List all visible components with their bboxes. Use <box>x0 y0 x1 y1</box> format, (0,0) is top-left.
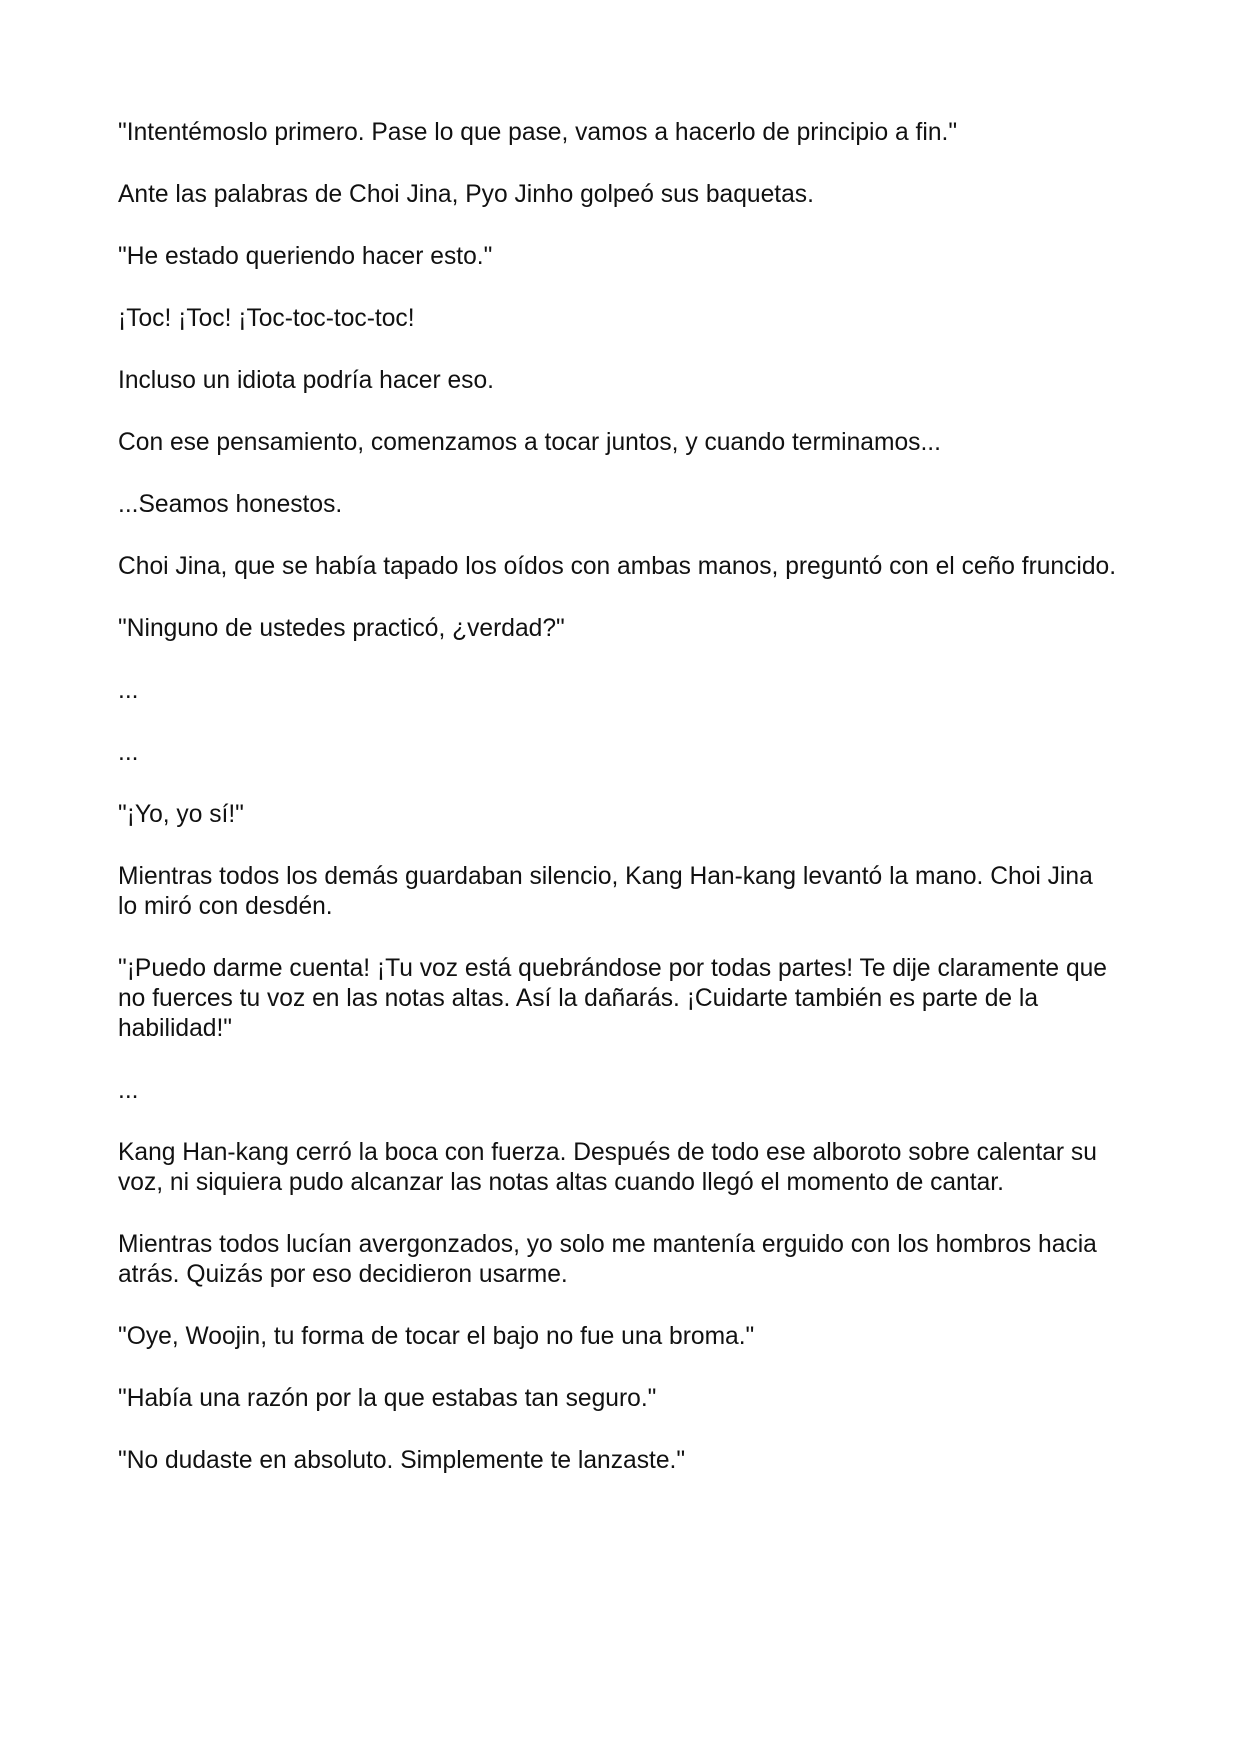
paragraph: ¡Toc! ¡Toc! ¡Toc-toc-toc-toc! <box>118 305 415 332</box>
paragraph: ... <box>118 677 139 704</box>
paragraph: "No dudaste en absoluto. Simplemente te lanzaste." <box>118 1447 686 1474</box>
paragraph: ...Seamos honestos. <box>118 491 343 518</box>
paragraph: "Ninguno de ustedes practicó, ¿verdad?" <box>118 615 565 642</box>
paragraph: Ante las palabras de Choi Jina, Pyo Jinho golpeó sus baquetas. <box>118 181 814 208</box>
paragraph: Mientras todos lucían avergonzados, yo solo me mantenía erguido con los hombros hacia atrás. Quizás por eso decidieron usarme. <box>118 1231 1097 1288</box>
paragraph: ... <box>118 739 139 766</box>
paragraph: "¡Yo, yo sí!" <box>118 801 244 828</box>
paragraph: "Oye, Woojin, tu forma de tocar el bajo no fue una broma." <box>118 1323 755 1350</box>
paragraph: "Había una razón por la que estabas tan seguro." <box>118 1385 657 1412</box>
paragraph: Con ese pensamiento, comenzamos a tocar juntos, y cuando terminamos... <box>118 429 941 456</box>
paragraph: "¡Puedo darme cuenta! ¡Tu voz está quebrándose por todas partes! Te dije claramente que no fuerces tu voz en las notas altas. Así la dañarás. ¡Cuidarte también es parte de la habilidad!" <box>118 955 1107 1042</box>
paragraph: Mientras todos los demás guardaban silencio, Kang Han-kang levantó la mano. Choi Jina lo miró con desdén. <box>118 863 1093 920</box>
paragraph: Choi Jina, que se había tapado los oídos con ambas manos, preguntó con el ceño fruncido. <box>118 553 1117 580</box>
document-body <box>118 118 1118 1508</box>
paragraph: Incluso un idiota podría hacer eso. <box>118 367 494 394</box>
paragraph: ... <box>118 1077 139 1104</box>
paragraph: Kang Han-kang cerró la boca con fuerza. Después de todo ese alboroto sobre calentar su voz, ni siquiera pudo alcanzar las notas altas cuando llegó el momento de cantar. <box>118 1139 1097 1196</box>
paragraph: "Intentémoslo primero. Pase lo que pase, vamos a hacerlo de principio a fin." <box>118 119 958 146</box>
paragraph: "He estado queriendo hacer esto." <box>118 243 493 270</box>
